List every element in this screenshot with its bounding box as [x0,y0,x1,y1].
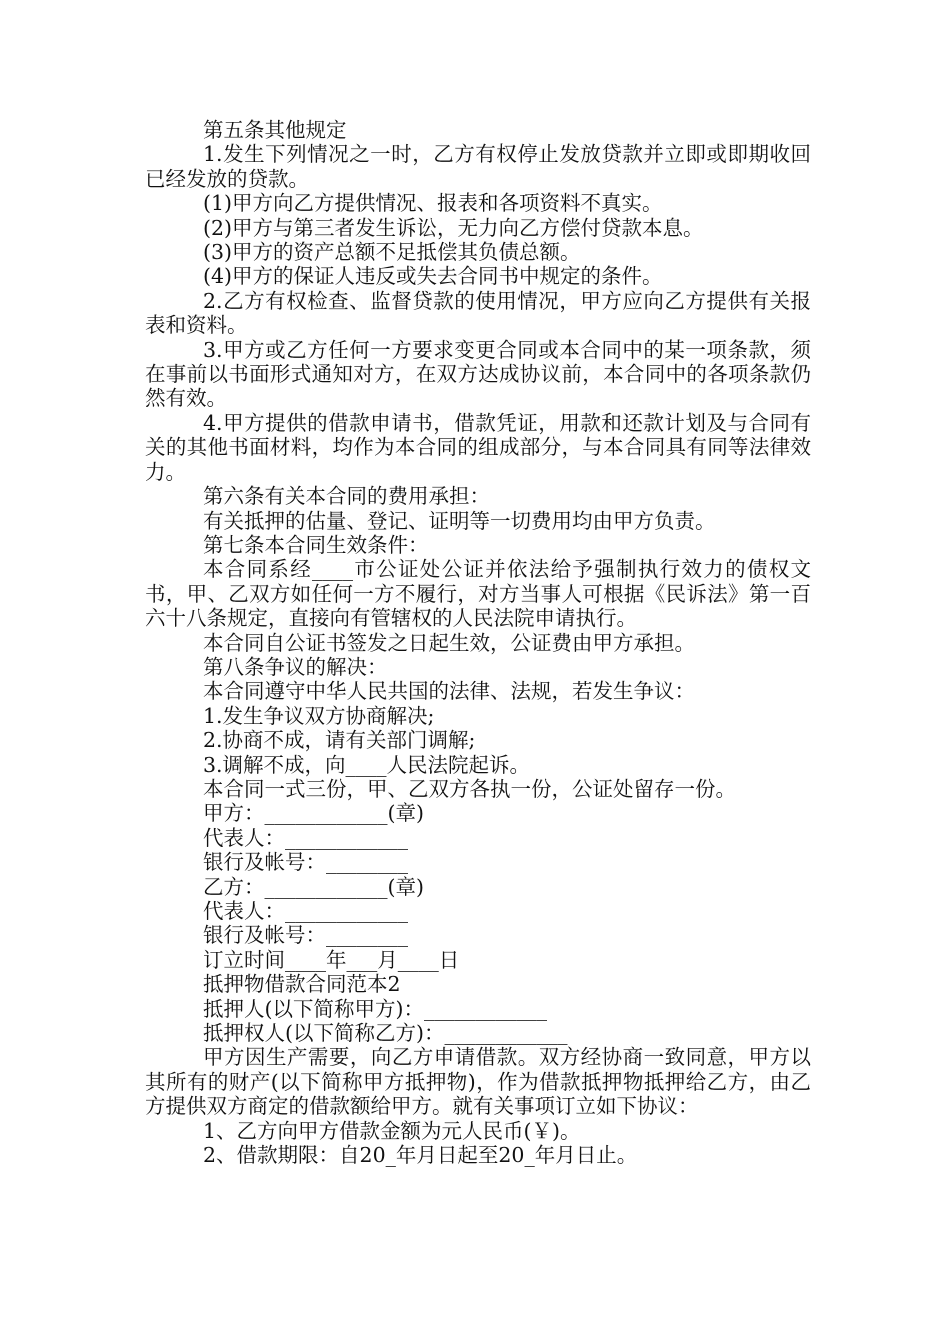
clause-paragraph: 2.乙方有权检查、监督贷款的使用情况，甲方应向乙方提供有关报表和资料。 [145,288,811,338]
clause-paragraph: 本合同自公证书签发之日起生效，公证费由甲方承担。 [203,630,695,655]
party-line-mortgagee: 抵押权人(以下简称乙方)：____________ [203,1021,568,1046]
clause-item: (2)甲方与第三者发生诉讼，无力向乙方偿付贷款本息。 [203,215,704,240]
clause-item: (3)甲方的资产总额不足抵偿其负债总额。 [203,240,581,265]
clause-paragraph: 本合同系经____市公证处公证并依法给予强制执行效力的债权文书，甲、乙双方如任何一方不履行，对方当事人可根据《民诉法》第一百六十八条规定，直接向有管辖权的人民法院申请执行。 [145,557,811,631]
signature-line-party-b: 乙方：____________(章) [203,874,424,899]
clause-item: 1、乙方向甲方借款金额为元人民币(￥)。 [203,1118,581,1143]
signature-line-bank-account: 银行及帐号：________ [203,923,408,948]
clause-paragraph: 本合同遵守中华人民共国的法律、法规，若发生争议： [203,679,695,704]
party-line-mortgagor: 抵押人(以下简称甲方)：____________ [203,996,547,1021]
signature-line-bank-account: 银行及帐号：________ [203,850,408,875]
clause-item: (1)甲方向乙方提供情况、报表和各项资料不真实。 [203,191,663,216]
signature-line-representative: 代表人：____________ [203,899,408,923]
clause-paragraph: 本合同一式三份，甲、乙双方各执一份，公证处留存一份。 [203,776,736,801]
clause-item: (4)甲方的保证人违反或失去合同书中规定的条件。 [203,264,663,289]
clause-item: 3.调解不成，向____人民法院起诉。 [203,752,531,777]
section-heading: 第五条其他规定 [203,118,347,142]
preamble-paragraph: 甲方因生产需要，向乙方申请借款。双方经协商一致同意，甲方以其所有的财产(以下简称甲方抵押物)，作为借款抵押物抵押给乙方，由乙方提供双方商定的借款额给甲方。就有关事项订立如下协议： [145,1045,811,1119]
clause-paragraph: 3.甲方或乙方任何一方要求变更合同或本合同中的某一项条款，须在事前以书面形式通知对方，在双方达成协议前，本合同中的各项条款仍然有效。 [145,337,811,411]
section-heading: 第七条本合同生效条件： [203,532,429,557]
clause-item: 2.协商不成，请有关部门调解; [203,728,476,753]
section-heading: 第六条有关本合同的费用承担： [203,484,490,509]
clause-paragraph: 1.发生下列情况之一时，乙方有权停止发放贷款并立即或即期收回已经发放的贷款。 [145,142,811,191]
clause-item: 2、借款期限：自20_年月日起至20_年月日止。 [203,1143,638,1168]
template-title: 抵押物借款合同范本2 [203,972,401,997]
clause-item: 1.发生争议双方协商解决; [203,703,435,728]
signature-line-date: 订立时间____年___月____日 [203,947,460,972]
clause-paragraph: 4.甲方提供的借款申请书，借款凭证，用款和还款计划及与合同有关的其他书面材料，均作为本合同的组成部分，与本合同具有同等法律效力。 [145,410,811,484]
signature-line-representative: 代表人：____________ [203,825,408,850]
section-heading: 第八条争议的解决： [203,654,388,679]
contract-document [145,118,811,1167]
signature-line-party-a: 甲方：____________(章) [203,801,424,826]
clause-paragraph: 有关抵押的估量、登记、证明等一切费用均由甲方负责。 [203,508,716,533]
